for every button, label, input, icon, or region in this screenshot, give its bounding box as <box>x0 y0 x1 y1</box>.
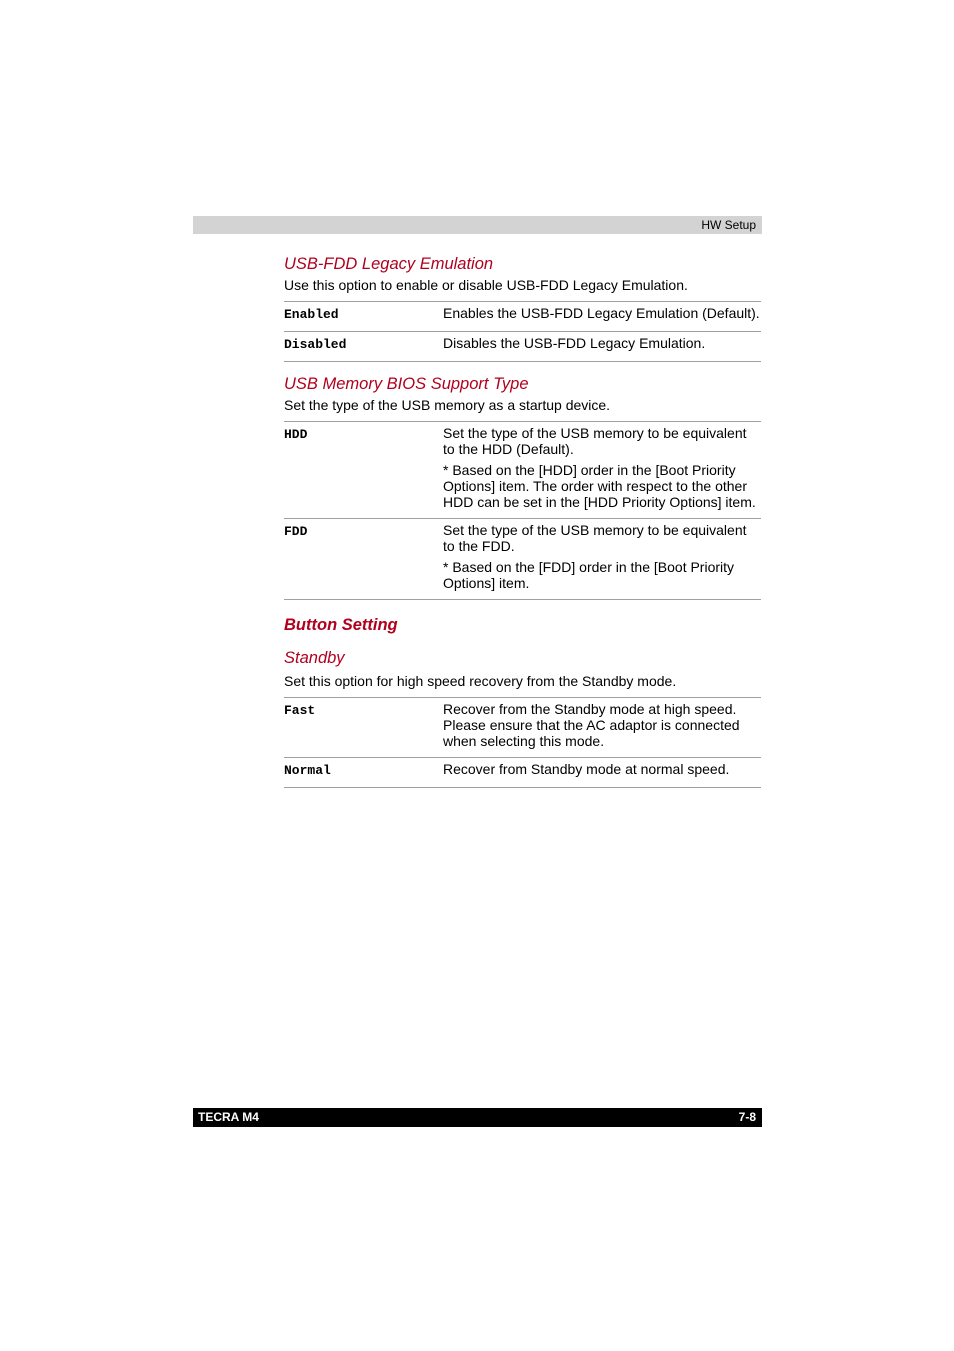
table-row <box>284 519 761 600</box>
table-row <box>284 302 761 332</box>
description-note: * Based on the [FDD] order in the [Boot Priority Options] item. <box>443 559 735 591</box>
option-key-normal: Normal <box>284 763 331 778</box>
usb-memory-heading: USB Memory BIOS Support Type <box>284 375 529 393</box>
standby-options-table <box>284 697 761 788</box>
page-number: 7-8 <box>738 1110 756 1124</box>
description-text: Set the type of the USB memory to be equivalent to the FDD. <box>443 522 747 554</box>
footer-bar <box>193 1108 762 1127</box>
table-row <box>284 422 761 519</box>
footer-model-name: TECRA M4 <box>198 1110 259 1124</box>
table-row <box>284 698 761 758</box>
description-text: Set the type of the USB memory to be equivalent to the HDD (Default). <box>443 425 747 457</box>
standby-heading: Standby <box>284 649 345 667</box>
description-note: * Based on the [HDD] order in the [Boot Priority Options] item. The order with respect to the other HDD can be set in the [HDD Priority Options] item. <box>443 462 756 510</box>
standby-intro: Set this option for high speed recovery from the Standby mode. <box>284 673 677 689</box>
option-description <box>443 519 761 600</box>
button-setting-heading: Button Setting <box>284 616 398 634</box>
option-key-disabled: Disabled <box>284 337 347 352</box>
header-bar <box>193 216 762 234</box>
description-text: Enables the USB-FDD Legacy Emulation (Default). <box>443 305 760 321</box>
usb-fdd-options-table <box>284 301 761 362</box>
usb-memory-options-table <box>284 421 761 600</box>
description-text: Recover from the Standby mode at high speed. Please ensure that the AC adaptor is connected when selecting this mode. <box>443 701 740 749</box>
option-description <box>443 422 761 519</box>
description-text: Recover from Standby mode at normal speed. <box>443 761 730 777</box>
running-header-section: HW Setup <box>701 218 756 232</box>
usb-fdd-heading: USB-FDD Legacy Emulation <box>284 255 494 273</box>
option-description <box>443 332 761 362</box>
table-row <box>284 758 761 788</box>
table-row <box>284 332 761 362</box>
usb-memory-intro: Set the type of the USB memory as a startup device. <box>284 397 611 413</box>
option-key-fast: Fast <box>284 703 316 718</box>
option-key-fdd: FDD <box>284 524 308 539</box>
option-description <box>443 698 761 758</box>
usb-fdd-intro: Use this option to enable or disable USB-FDD Legacy Emulation. <box>284 277 688 293</box>
option-key-hdd: HDD <box>284 427 308 442</box>
option-key-enabled: Enabled <box>284 307 339 322</box>
option-description <box>443 302 761 332</box>
description-text: Disables the USB-FDD Legacy Emulation. <box>443 335 706 351</box>
page-content <box>284 254 761 800</box>
option-description <box>443 758 761 788</box>
